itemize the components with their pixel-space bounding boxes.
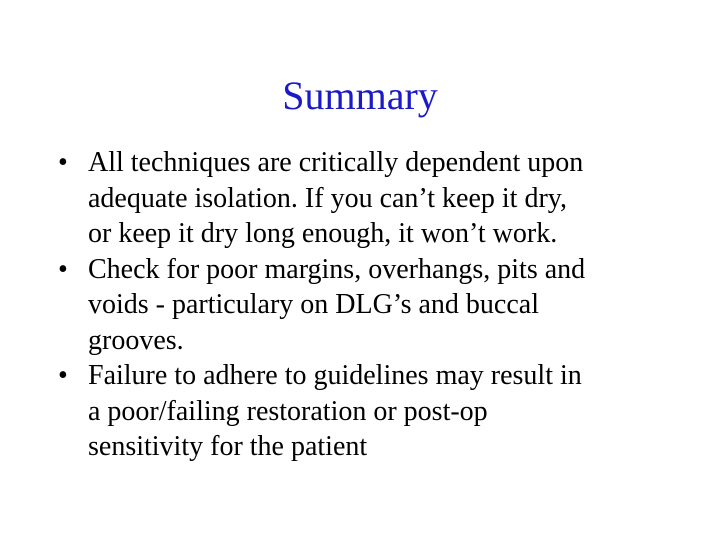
bullet-marker: • — [58, 147, 68, 178]
bullet-text: All techniques are critically dependent upon adequate isolation. If you can’t keep it dry, or keep it dry long enough, it won’t work. — [88, 147, 584, 249]
bullet-list — [56, 145, 676, 465]
bullet-text: Check for poor margins, overhangs, pits and voids - particulary on DLG’s and buccal grooves. — [88, 253, 586, 356]
slide-title: Summary — [282, 73, 438, 118]
bullet-item — [56, 145, 676, 252]
bullet-text: Failure to adhere to guidelines may result in a poor/failing restoration or post-op sensitivity for the patient — [88, 360, 582, 462]
bullet-item — [56, 358, 676, 465]
bullet-marker: • — [58, 360, 68, 391]
bullet-marker: • — [58, 253, 68, 285]
bullet-item — [56, 252, 676, 359]
